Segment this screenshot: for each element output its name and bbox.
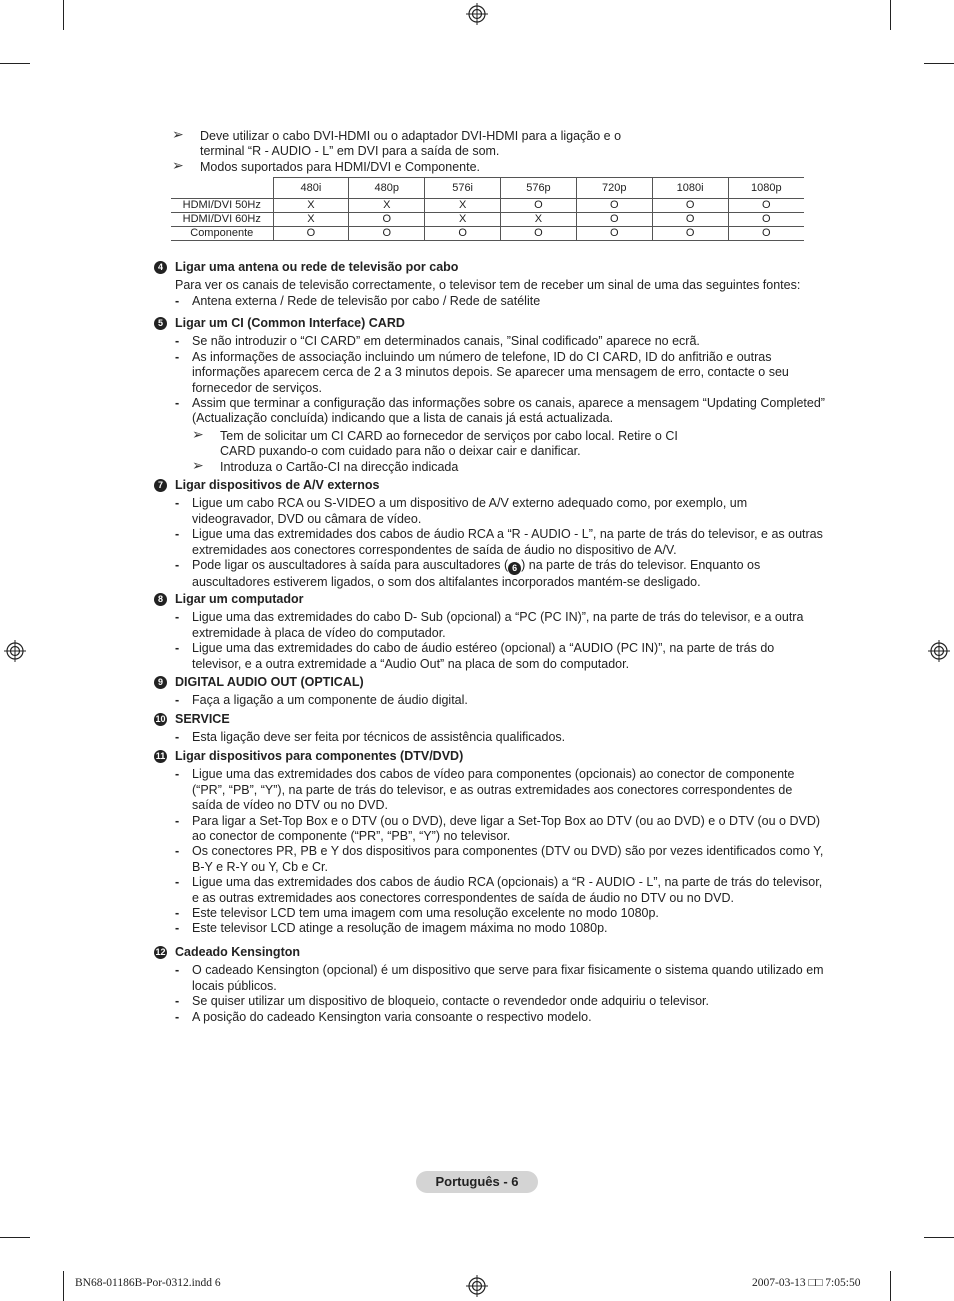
sub-note: [154, 456, 826, 475]
bullet-dash: -: [175, 921, 180, 936]
list-item: [154, 963, 826, 994]
list-item: [154, 767, 826, 813]
section-component-devices: [154, 749, 826, 937]
bullet-dash: -: [175, 963, 180, 978]
table-cell: O: [425, 227, 501, 241]
crop-mark: [63, 0, 64, 30]
list-item-text: Ligue uma das extremidades dos cabos de vídeo para componentes (opcionais) ao conector de componente (“PR”, “PB”, “Y”), na parte de trás do televisor, e as outras extremidades aos conectores correspondentes de saída de vídeo no DTV ou no DVD.: [192, 767, 795, 813]
section-title: DIGITAL AUDIO OUT (OPTICAL): [175, 675, 364, 689]
section-heading: [154, 316, 826, 331]
section-number-badge: 12: [155, 947, 166, 957]
table-cell: O: [349, 227, 425, 241]
table-row: [171, 199, 804, 213]
list-item-text: ) na parte de trás do televisor. Enquanto os auscultadores estiverem ligados, o som dos altifalantes incorporados mantém-se desligado.: [192, 558, 761, 590]
crop-mark: [0, 63, 30, 64]
list-item-text: Para ligar a Set-Top Box e o DTV (ou o DVD), deve ligar a Set-Top Box ao DTV (ou ao DVD) e o DTV (ou o DVD) ao conector de componente (“PR”, “PB”, “Y”) no televisor.: [192, 813, 821, 844]
table-row: [171, 213, 804, 227]
crop-mark: [63, 1271, 64, 1301]
table-cell: HDMI/DVI 50Hz: [171, 199, 273, 213]
list-item: [154, 994, 826, 1009]
note-arrow-icon: ➢: [172, 126, 184, 142]
table-cell: X: [349, 199, 425, 213]
table-cell: O: [728, 199, 804, 213]
crop-mark: [924, 63, 954, 64]
section-number-badge: 5: [154, 317, 167, 330]
section-number-badge: 4: [154, 261, 167, 274]
list-item: [154, 396, 826, 427]
section-heading: [154, 712, 826, 727]
list-item: [154, 844, 826, 875]
bullet-dash: -: [175, 334, 180, 349]
section-number-badge: 7: [154, 479, 167, 492]
note-text: Deve utilizar o cabo DVI-HDMI ou o adaptador DVI-HDMI para a ligação e o terminal “R - AUDIO - L” em DVI para a saída de som.: [200, 129, 622, 158]
sub-note-text: Introduza o Cartão-CI na direcção indicada: [220, 459, 459, 474]
list-item: [154, 558, 826, 590]
list-item-text: Ligue uma das extremidades do cabo D- Sub (opcional) a “PC (PC IN)”, na parte de trás do televisor, e a outra extremidade à placa de vídeo do computador.: [192, 610, 804, 640]
list-item-text: Esta ligação deve ser feita por técnicos de assistência qualificados.: [192, 730, 566, 745]
section-kensington-lock: [154, 945, 826, 1025]
section-heading: [154, 945, 826, 960]
sub-note-text: Tem de solicitar um CI CARD ao fornecedor de serviços por cabo local. Retire o CI CARD puxando-o com cuidado para não o deixar cair e danificar.: [220, 428, 678, 459]
bullet-dash: -: [175, 293, 180, 308]
section-computer: [154, 592, 826, 672]
list-item-text: Ligue uma das extremidades do cabo de áudio estéreo (opcional) a “AUDIO (PC IN)”, na parte de trás do televisor, e a outra extremidade a “Audio Out” na placa de som do computador.: [192, 641, 775, 671]
table-cell: X: [501, 213, 577, 227]
section-title: SERVICE: [175, 712, 230, 726]
list-item: [154, 496, 826, 527]
bullet-dash: -: [175, 527, 180, 542]
page-number-label: Português - 6: [416, 1171, 538, 1193]
table-cell: X: [273, 213, 349, 227]
supported-modes-table: [171, 177, 804, 241]
list-item-text: Se quiser utilizar um dispositivo de bloqueio, contacte o revendedor onde adquiriu o televisor.: [192, 994, 709, 1009]
list-item: [154, 921, 826, 936]
list-item-text: Se não introduzir o “CI CARD” em determinados canais, ”Sinal codificado” aparece no ecrã.: [192, 334, 700, 349]
table-cell: O: [576, 199, 652, 213]
bullet-dash: -: [175, 641, 180, 656]
list-item-text: Ligue um cabo RCA ou S-VIDEO a um dispositivo de A/V externo adequado como, por exemplo, um videogravador, DVD ou câmara de vídeo.: [192, 496, 748, 526]
list-item: [154, 1010, 826, 1025]
bullet-dash: -: [175, 730, 180, 745]
registration-mark-icon: [4, 640, 26, 662]
date-slug: 2007-03-13 □□ 7:05:50: [752, 1277, 861, 1289]
section-number-badge: 11: [155, 751, 166, 761]
table-row: [171, 227, 804, 241]
section-title: Ligar dispositivos para componentes (DTV/DVD): [175, 749, 464, 763]
section-heading: [154, 675, 826, 690]
bullet-dash: -: [175, 767, 180, 782]
table-cell: X: [273, 199, 349, 213]
section-ci-card: [154, 316, 826, 475]
table-cell: O: [501, 227, 577, 241]
list-item-text: Este televisor LCD tem uma imagem com uma resolução excelente no modo 1080p.: [192, 906, 659, 921]
section-title: Ligar uma antena ou rede de televisão por cabo: [175, 260, 459, 274]
list-item-text: O cadeado Kensington (opcional) é um dispositivo que serve para fixar fisicamente o sistema quando utilizado em locais públicos.: [192, 963, 824, 993]
crop-mark: [0, 1237, 30, 1238]
section-antenna: [154, 260, 826, 309]
section-av-devices: [154, 478, 826, 590]
note-arrow-icon: ➢: [192, 425, 204, 442]
section-title: Ligar um computador: [175, 592, 304, 606]
headphone-jack-number-badge: 6: [508, 562, 521, 575]
table-cell: O: [728, 227, 804, 241]
list-item-text: A posição do cadeado Kensington varia consoante o respectivo modelo.: [192, 1009, 592, 1024]
section-paragraph: Para ver os canais de televisão correctamente, o televisor tem de receber um sinal de uma das seguintes fontes:: [175, 278, 801, 293]
section-heading: [154, 592, 826, 607]
section-service: [154, 712, 826, 746]
table-cell: O: [652, 227, 728, 241]
table-header-cell: 576i: [425, 178, 501, 199]
bullet-dash: -: [175, 813, 180, 828]
bullet-dash: -: [175, 994, 180, 1009]
table-header-cell: 1080p: [728, 178, 804, 199]
list-item: [154, 814, 826, 845]
table-cell: O: [576, 227, 652, 241]
table-header-cell: 576p: [501, 178, 577, 199]
section-title: Ligar dispositivos de A/V externos: [175, 478, 380, 492]
note-text: Modos suportados para HDMI/DVI e Componente.: [200, 160, 480, 174]
section-number-badge: 8: [154, 593, 167, 606]
file-slug: BN68-01186B-Por-0312.indd 6: [75, 1277, 221, 1289]
section-title: Cadeado Kensington: [175, 945, 301, 959]
section-number-badge: 10: [155, 714, 166, 724]
table-cell: O: [501, 199, 577, 213]
table-cell: Componente: [171, 227, 273, 241]
list-item: [154, 334, 826, 349]
registration-mark-icon: [466, 1275, 488, 1297]
table-cell: O: [273, 227, 349, 241]
table-cell: O: [349, 213, 425, 227]
list-item-text: Ligue uma das extremidades dos cabos de áudio RCA (opcionais) a “R - AUDIO - L”, na parte de trás do televisor, e as outras extremidades aos conectores correspondentes de saída de áudio no DTV ou no DVD.: [192, 875, 823, 905]
list-item-text: Ligue uma das extremidades dos cabos de áudio RCA a “R - AUDIO - L”, na parte de trás do televisor, e as outras extremidades aos conectores correspondentes de saída de áudio no dispositivo de A/V.: [192, 527, 823, 557]
table-header-cell: 1080i: [652, 178, 728, 199]
table-header-cell: 720p: [576, 178, 652, 199]
list-item: [154, 730, 826, 745]
crop-mark: [924, 1237, 954, 1238]
bullet-dash: -: [175, 496, 180, 511]
section-digital-audio-out: [154, 675, 826, 709]
section-heading: [154, 749, 826, 764]
list-item: [154, 294, 826, 309]
list-item: [154, 610, 826, 641]
list-item: [154, 906, 826, 921]
crop-mark: [890, 0, 891, 30]
list-item-text: Os conectores PR, PB e Y dos dispositivos para componentes (DTV ou DVD) são por vezes identificados como Y, B-Y e R-Y ou Y, Cb e Cr.: [192, 844, 824, 874]
registration-mark-icon: [466, 3, 488, 25]
table-cell: HDMI/DVI 60Hz: [171, 213, 273, 227]
list-item-text: Este televisor LCD atinge a resolução de imagem máxima no modo 1080p.: [192, 921, 608, 936]
bullet-dash: -: [175, 875, 180, 890]
list-item: [154, 875, 826, 906]
list-item-text: Faça a ligação a um componente de áudio digital.: [192, 693, 468, 708]
note-arrow-icon: ➢: [172, 157, 184, 173]
bullet-dash: -: [175, 906, 180, 921]
table-cell: O: [652, 213, 728, 227]
sub-note: [154, 425, 680, 460]
crop-mark: [890, 1271, 891, 1301]
list-item-text: Pode ligar os auscultadores à saída para auscultadores (: [192, 558, 509, 573]
note-arrow-icon: ➢: [192, 456, 204, 473]
table-cell: O: [652, 199, 728, 213]
bullet-dash: -: [175, 693, 180, 708]
table-header-cell: 480i: [273, 178, 349, 199]
table-header-cell: [171, 178, 273, 199]
bullet-dash: -: [175, 558, 180, 573]
list-item: [154, 527, 826, 558]
bullet-dash: -: [175, 396, 180, 411]
section-number-badge: 9: [154, 676, 167, 689]
bullet-dash: -: [175, 610, 180, 625]
table-header-cell: 480p: [349, 178, 425, 199]
table-cell: O: [576, 213, 652, 227]
section-heading: [154, 478, 826, 493]
table-cell: O: [728, 213, 804, 227]
registration-mark-icon: [928, 640, 950, 662]
table-cell: X: [425, 199, 501, 213]
section-title: Ligar um CI (Common Interface) CARD: [175, 316, 405, 330]
note-supported-modes: [172, 157, 772, 175]
list-item: [154, 693, 826, 708]
table-header-row: [171, 178, 804, 199]
section-heading: [154, 260, 826, 275]
table-cell: X: [425, 213, 501, 227]
list-item-text: As informações de associação incluindo um número de telefone, ID do CI CARD, ID do anfitrião e outras informações aparecem cerca de 2 a 3 minutos depois. Se aparecer uma mensagem de erro, contacte o seu fornecedor de serviços.: [192, 349, 789, 395]
list-item-text: Assim que terminar a configuração das informações sobre os canais, aparece a mensagem “Updating Completed” (Actualização concluída) indicando que a lista de canais já está actualizada.: [192, 396, 825, 426]
note-dvi-hdmi: [172, 126, 632, 159]
bullet-dash: -: [175, 844, 180, 859]
list-item: [154, 641, 826, 672]
list-item-text: Antena externa / Rede de televisão por cabo / Rede de satélite: [192, 293, 541, 308]
bullet-dash: -: [175, 349, 180, 364]
list-item: [154, 350, 826, 396]
bullet-dash: -: [175, 1009, 180, 1024]
